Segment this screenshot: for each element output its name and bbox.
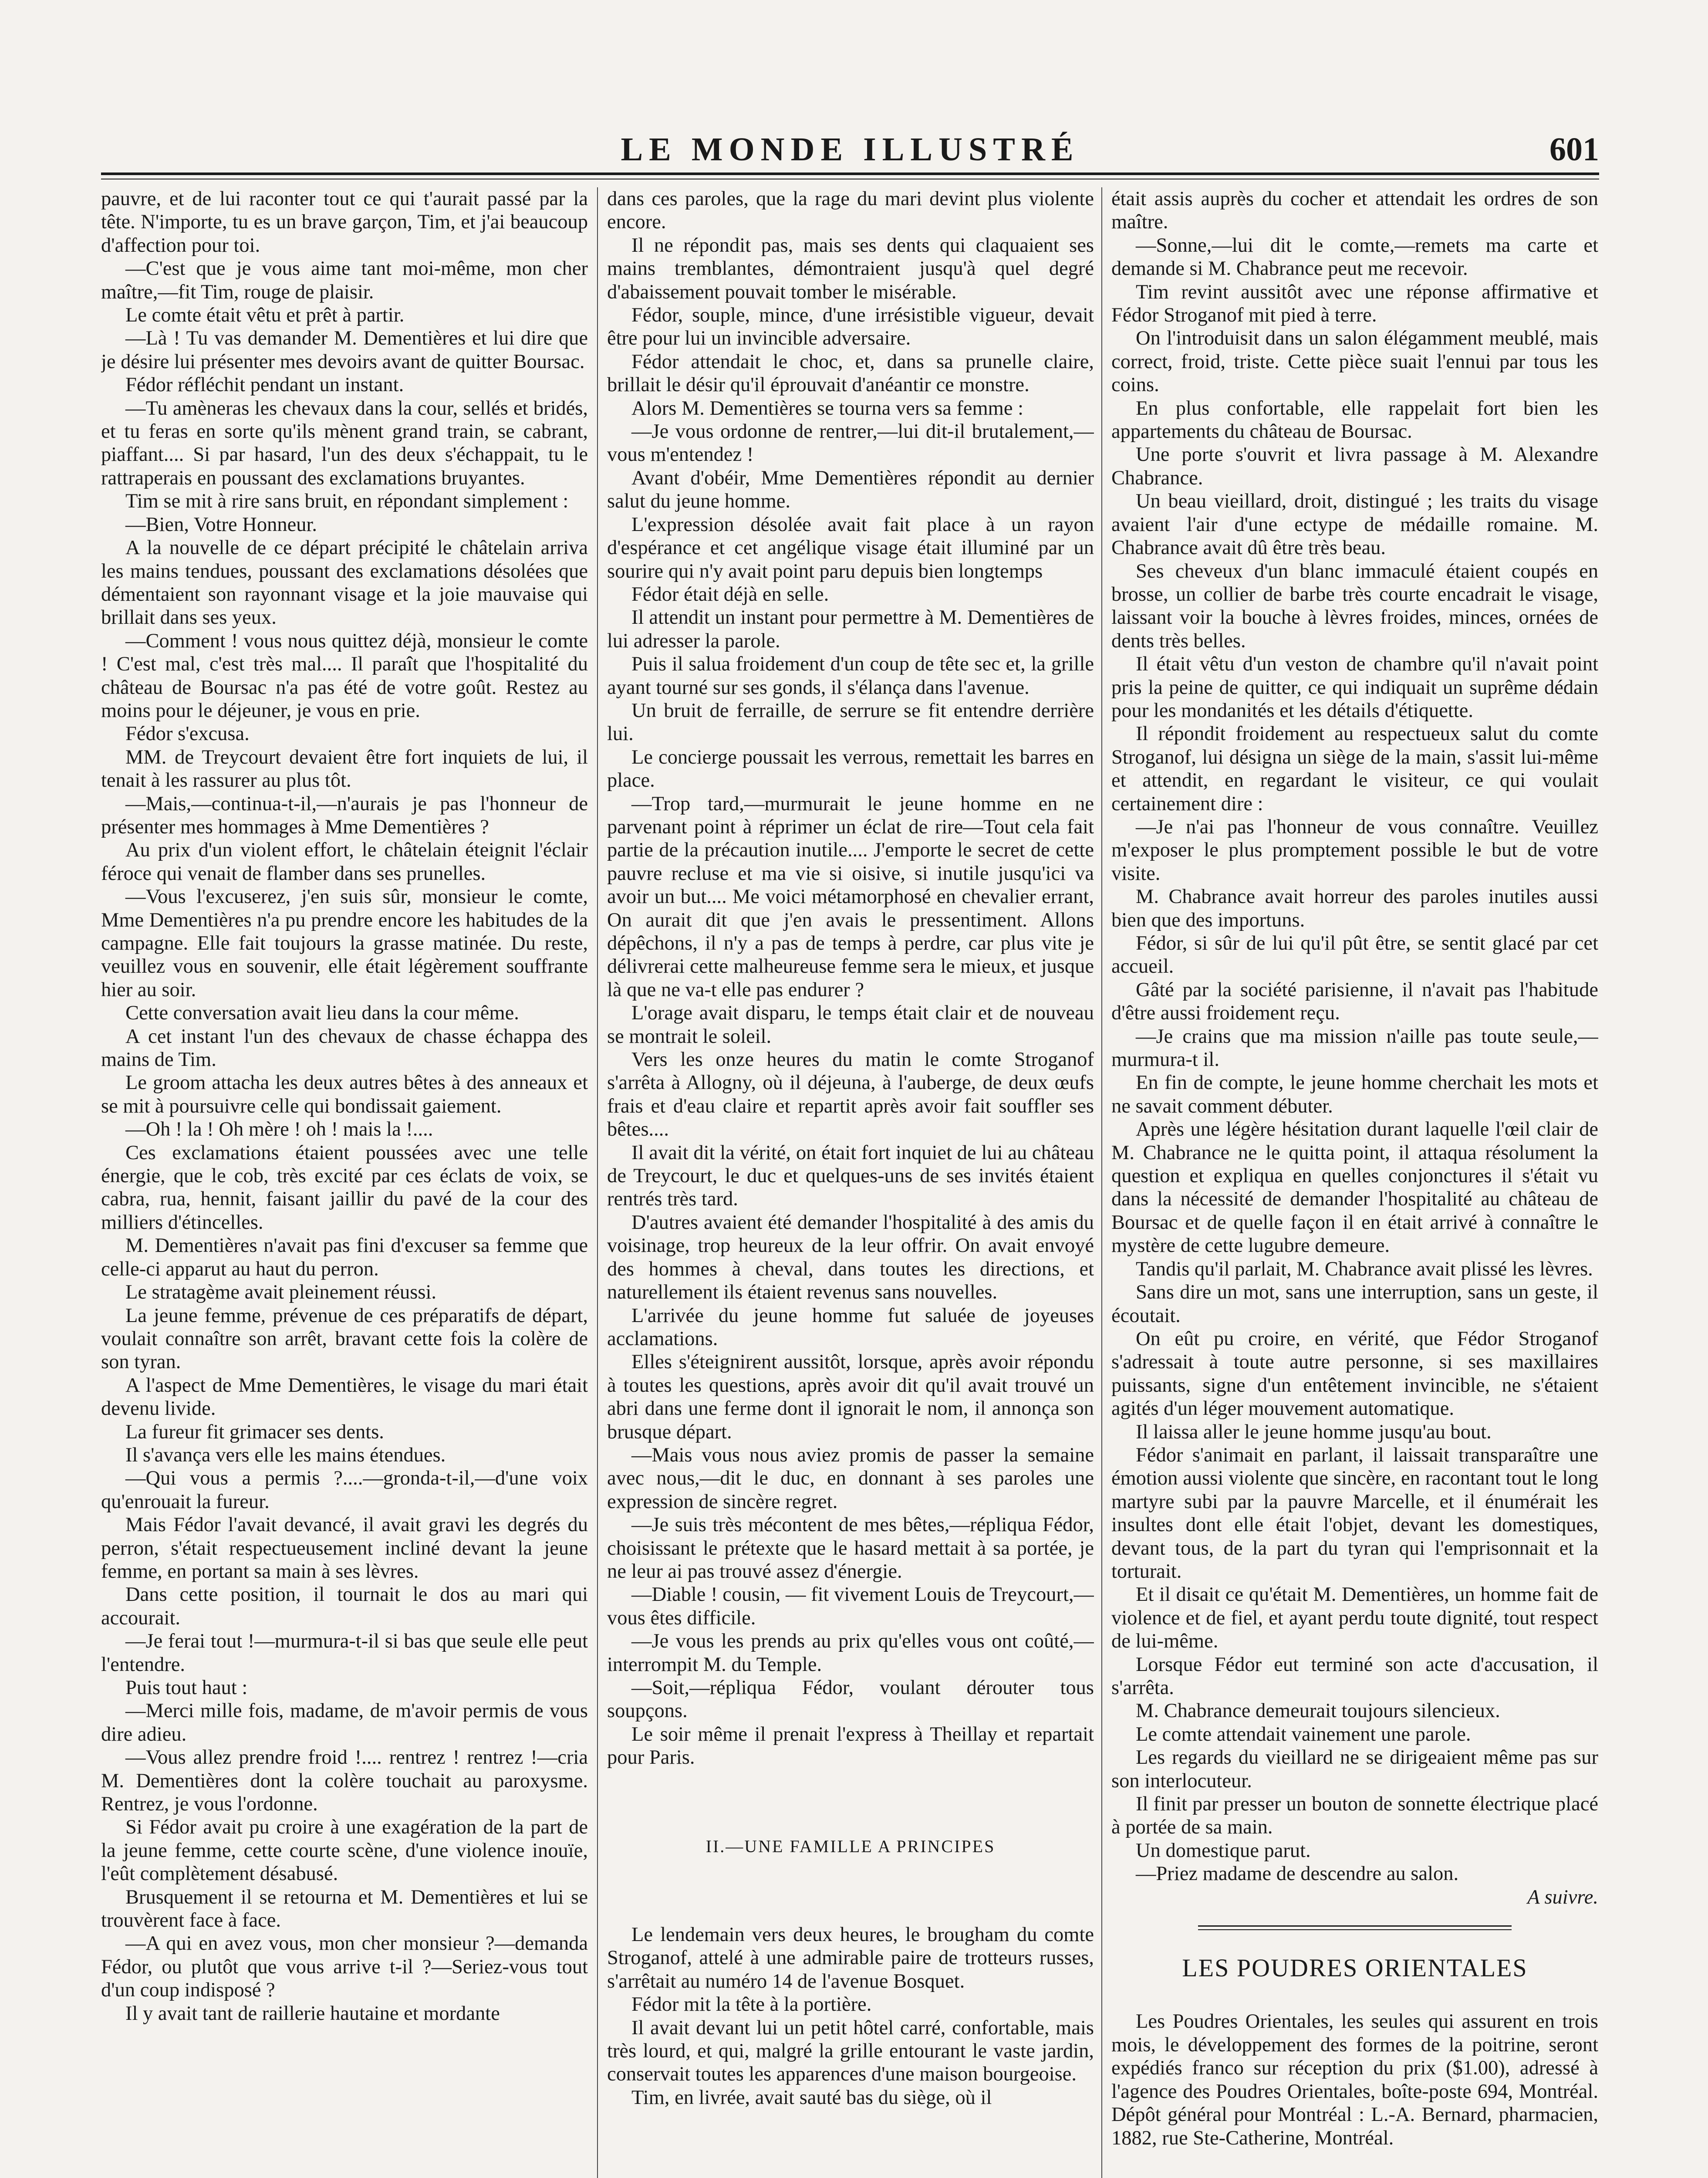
paragraph: Alors M. Dementières se tourna vers sa femme :: [631, 397, 1024, 419]
paragraph: Il finit par presser un bouton de sonnette électrique placé à portée de sa main.: [1111, 1793, 1598, 1839]
paragraph: Il était vêtu d'un veston de chambre qu'il n'avait point pris la peine de quitter, ce qui indiquait un suprême dédain pour les mondanités et les détails d'étiquette.: [1111, 653, 1598, 722]
paragraph: Ces exclamations étaient poussées avec une telle énergie, que le cob, très excité par ces éclats de voix, se cabra, rua, hennit, faisant jaillir du pavé de la cour des milliers d'étincelles.: [101, 1141, 588, 1234]
paragraph: —Je vous les prends au prix qu'elles vous ont coûté,—interrompit M. du Temple.: [607, 1630, 1094, 1676]
paragraph: Il attendit un instant pour permettre à M. Dementières de lui adresser la parole.: [607, 606, 1094, 652]
paragraph: Si Fédor avait pu croire à une exagération de la part de la jeune femme, cette courte scène, d'une violence inouïe, l'eût complètement désabusé.: [101, 1816, 588, 1885]
paragraph: Le concierge poussait les verrous, remettait les barres en place.: [607, 746, 1094, 792]
paragraph: —Soit,—répliqua Fédor, voulant dérouter tous soupçons.: [607, 1677, 1094, 1722]
paragraph: Fédor mit la tête à la portière.: [631, 1993, 872, 2016]
paragraph: Puis il salua froidement d'un coup de tête sec et, la grille ayant tourné sur ses gonds, il s'élança dans l'avenue.: [607, 653, 1094, 699]
paragraph: —Je crains que ma mission n'aille pas toute seule,—murmura-t il.: [1111, 1025, 1598, 1071]
paragraph: Ses cheveux d'un blanc immaculé étaient coupés en brosse, un collier de barbe très courte encadrait le visage, laissant voir la bouche à lèvres froides, minces, ornées de dents très belles.: [1111, 560, 1598, 652]
paragraph: Fédor s'excusa.: [125, 723, 250, 745]
paragraph: —Mais vous nous aviez promis de passer la semaine avec nous,—dit le duc, en donnant à ses paroles une expression de sincère regret.: [607, 1444, 1094, 1513]
paragraph: dans ces paroles, que la rage du mari devint plus violente encore.: [607, 188, 1094, 233]
paragraph: Un beau vieillard, droit, distingué ; les traits du visage avaient l'air d'une ectype de médaille romaine. M. Chabrance avait dû être très beau.: [1111, 490, 1598, 559]
paragraph: Et il disait ce qu'était M. Dementières, un homme fait de violence et de fiel, et ayant perdu toute dignité, tout respect de lui-même.: [1111, 1583, 1598, 1653]
paragraph: Le groom attacha les deux autres bêtes à des anneaux et se mit à poursuivre celle qui bondissait gaiement.: [101, 1072, 588, 1117]
paragraph: Tim se mit à rire sans bruit, en répondant simplement :: [125, 490, 569, 513]
column-3: [1111, 187, 1598, 2178]
paragraph: —Oh ! la ! Oh mère ! oh ! mais la !....: [125, 1118, 433, 1141]
paragraph: Le comte était vêtu et prêt à partir.: [125, 304, 405, 327]
column-1: [101, 187, 588, 2178]
paragraph: Il avait devant lui un petit hôtel carré, confortable, mais très lourd, et qui, malgré la grille entourant le vaste jardin, conservait toutes les apparences d'une maison bourgeoise.: [607, 2016, 1094, 2086]
paragraph: —A qui en avez vous, mon cher monsieur ?—demanda Fédor, ou plutôt que vous arrive t-il ?—Seriez-vous tout d'un coup indisposé ?: [101, 1932, 588, 2002]
section-heading: II.—UNE FAMILLE A PRINCIPES: [705, 1836, 996, 1856]
paragraph: MM. de Treycourt devaient être fort inquiets de lui, il tenait à les rassurer au plus tôt.: [101, 746, 588, 792]
column-2: [607, 187, 1094, 2178]
paragraph: L'expression désolée avait fait place à un rayon d'espérance et cet angélique visage était illuminé par un sourire qui n'y avait point paru depuis bien longtemps: [607, 513, 1094, 582]
paragraph: Gâté par la société parisienne, il n'avait pas l'habitude d'être aussi froidement reçu.: [1111, 978, 1598, 1025]
paragraph: Il s'avança vers elle les mains étendues.: [125, 1444, 446, 1466]
paragraph: —Je n'ai pas l'honneur de vous connaître. Veuillez m'exposer le plus promptement possible le but de votre visite.: [1111, 815, 1598, 885]
paragraph: Il ne répondit pas, mais ses dents qui claquaient ses mains tremblantes, démontraient jusqu'à quel degré d'abaissement pouvait tomber le misérable.: [607, 234, 1094, 303]
paragraph: —Qui vous a permis ?....—gronda-t-il,—d'une voix qu'enrouait la fureur.: [101, 1467, 588, 1513]
paragraph: —Sonne,—lui dit le comte,—remets ma carte et demande si M. Chabrance peut me recevoir.: [1111, 234, 1598, 280]
article-divider: [1198, 1925, 1512, 1927]
paragraph: —Diable ! cousin, — fit vivement Louis de Treycourt,—vous êtes difficile.: [607, 1583, 1094, 1629]
paragraph: Dans cette position, il tournait le dos au mari qui accourait.: [101, 1583, 588, 1629]
paragraph: L'orage avait disparu, le temps était clair et de nouveau se montrait le soleil.: [607, 1002, 1094, 1048]
paragraph: —Merci mille fois, madame, de m'avoir permis de vous dire adieu.: [101, 1700, 588, 1745]
paragraph: Fédor attendait le choc, et, dans sa prunelle claire, brillait le désir qu'il éprouvait d'anéantir ce monstre.: [607, 350, 1094, 396]
paragraph: Un bruit de ferraille, de serrure se fit entendre derrière lui.: [607, 699, 1094, 745]
paragraph: A la nouvelle de ce départ précipité le châtelain arriva les mains tendues, poussant des exclamations désolées que démentaient son rayonnant visage et la joie mauvaise qui brillait dans ses yeux.: [101, 537, 588, 629]
paragraph: Tim revint aussitôt avec une réponse affirmative et Fédor Stroganof mit pied à terre.: [1111, 281, 1598, 327]
paragraph: Mais Fédor l'avait devancé, il avait gravi les degrés du perron, s'était respectueusement incliné devant la jeune femme, en portant sa main à ses lèvres.: [101, 1514, 588, 1583]
paragraph: —Je ferai tout !—murmura-t-il si bas que seule elle peut l'entendre.: [101, 1630, 588, 1676]
page-number: 601: [1549, 131, 1599, 168]
paragraph: —Je suis très mécontent de mes bêtes,—répliqua Fédor, choisissant le prétexte que le hasard mettait à sa portée, je ne leur ai pas trouvé assez d'énergie.: [607, 1514, 1094, 1583]
paragraph: Fédor, si sûr de lui qu'il pût être, se sentit glacé par cet accueil.: [1111, 932, 1598, 978]
paragraph: Avant d'obéir, Mme Dementières répondit au dernier salut du jeune homme.: [607, 467, 1094, 513]
article-divider: [1198, 1929, 1512, 1930]
paragraph: Le lendemain vers deux heures, le brougham du comte Stroganof, attelé à une admirable paire de trotteurs russes, s'arrêtait au numéro 14 de l'avenue Bosquet.: [607, 1924, 1094, 1992]
paragraph: Le comte attendait vainement une parole.: [1136, 1723, 1471, 1745]
paragraph: Fédor, souple, mince, d'une irrésistible vigueur, devait être pour lui un invincible adversaire.: [607, 304, 1094, 350]
paragraph: Fédor s'animait en parlant, il laissait transparaître une émotion aussi violente que sincère, en racontant tout le long martyre subi par la pauvre Marcelle, et il énumérait les insultes dont elle était l'objet, devant les domestiques, devant tous, de la part du tyran qui l'emprisonnait et la torturait.: [1111, 1444, 1598, 1583]
paragraph: Les Poudres Orientales, les seules qui assurent en trois mois, le développement des formes de la poitrine, seront expédiés franco sur réception du prix ($1.00), adressé à l'agence des Poudres Orientales, boîte-poste 694, Montréal. Dépôt général pour Montréal : L.-A. Bernard, pharmacien, 1882, rue Ste-Catherine, Montréal.: [1111, 2010, 1598, 2149]
paragraph: Lorsque Fédor eut terminé son acte d'accusation, il s'arrêta.: [1111, 1653, 1598, 1699]
paragraph: —Bien, Votre Honneur.: [125, 513, 317, 536]
paragraph: —Vous allez prendre froid !.... rentrez ! rentrez !—cria M. Dementières dont la colère touchait au paroxysme. Rentrez, je vous l'ordonne.: [101, 1746, 588, 1816]
paragraph: A cet instant l'un des chevaux de chasse échappa des mains de Tim.: [101, 1025, 588, 1071]
paragraph: Sans dire un mot, sans une interruption, sans un geste, il écoutait.: [1111, 1281, 1598, 1327]
paragraph: pauvre, et de lui raconter tout ce qui t'aurait passé par la tête. N'importe, tu es un brave garçon, Tim, et j'ai beaucoup d'affection pour toi.: [101, 188, 588, 257]
paragraph: Elles s'éteignirent aussitôt, lorsque, après avoir répondu à toutes les questions, après avoir dit qu'il avait trouvé un abri dans une ferme dont il ignorait le nom, il annonça son brusque départ.: [607, 1351, 1094, 1443]
paragraph: —Je vous ordonne de rentrer,—lui dit-il brutalement,—vous m'entendez !: [607, 420, 1094, 466]
paragraph: Il répondit froidement au respectueux salut du comte Stroganof, lui désigna un siège de la main, s'assit lui-même et attendit, en regardant le visiteur, ce qui voulait certainement dire :: [1111, 723, 1598, 815]
paragraph: Il y avait tant de raillerie hautaine et mordante: [125, 2002, 500, 2025]
paragraph: Le soir même il prenait l'express à Theillay et repartait pour Paris.: [607, 1723, 1094, 1769]
paragraph: —Trop tard,—murmurait le jeune homme en ne parvenant point à réprimer un éclat de rire—Tout cela fait partie de la précaution inutile.... J'emporte le secret de cette pauvre recluse et ma vie si oisive, si inutile jusqu'ici va avoir un but.... Me voici métamorphosé en chevalier errant, On aurait dit que j'en avais le pressentiment. Allons dépêchons, il n'y a pas de temps à perdre, car plus vite je délivrerai cette malheureuse femme sera le mieux, et jusque là que ne va-t elle pas endurer ?: [607, 792, 1094, 1001]
paragraph: On eût pu croire, en vérité, que Fédor Stroganof s'adressait à toute autre personne, si ses maxillaires puissants, signe d'un entêtement invincible, ne s'étaient agités d'un léger mouvement automatique.: [1111, 1327, 1598, 1420]
paragraph: Les regards du vieillard ne se dirigeaient même pas sur son interlocuteur.: [1111, 1746, 1598, 1792]
paragraph: D'autres avaient été demander l'hospitalité à des amis du voisinage, trop heureux de la leur offrir. On avait envoyé des hommes à cheval, dans toutes les directions, et naturellement ils étaient revenus sans nouvelles.: [607, 1211, 1094, 1304]
paragraph: —Vous l'excuserez, j'en suis sûr, monsieur le comte, Mme Dementières n'a pu prendre encore les habitudes de la campagne. Elle fait toujours la grasse matinée. Du reste, veuillez vous en souvenir, elle était légèrement souffrante hier au soir.: [101, 886, 588, 1001]
paragraph: —Comment ! vous nous quittez déjà, monsieur le comte ! C'est mal, c'est très mal.... Il paraît que l'hospitalité du château de Boursac n'a pas été de votre goût. Restez au moins pour le déjeuner, je vous en prie.: [101, 629, 588, 722]
paragraph: —C'est que je vous aime tant moi-même, mon cher maître,—fit Tim, rouge de plaisir.: [101, 257, 588, 303]
paragraph: Tandis qu'il parlait, M. Chabrance avait plissé les lèvres.: [1136, 1258, 1593, 1280]
paragraph: Fédor réfléchit pendant un instant.: [125, 374, 404, 396]
paragraph: Vers les onze heures du matin le comte Stroganof s'arrêta à Allogny, où il déjeuna, à l'auberge, de deux œufs frais et d'eau claire et repartit après avoir fait souffler ses bêtes....: [607, 1048, 1094, 1141]
paragraph: Puis tout haut :: [125, 1677, 248, 1699]
paragraph: —Tu amèneras les chevaux dans la cour, sellés et bridés, et tu feras en sorte qu'ils mènent grand train, se cabrant, piaffant.... Si par hasard, l'un des deux s'échappait, tu le rattraperais en poussant des exclamations bruyantes.: [101, 397, 588, 489]
paragraph: —Là ! Tu vas demander M. Dementières et lui dire que je désire lui présenter mes devoirs avant de quitter Boursac.: [101, 327, 588, 373]
paragraph: Au prix d'un violent effort, le châtelain éteignit l'éclair féroce qui venait de flamber dans ses prunelles.: [101, 839, 588, 885]
paragraph: était assis auprès du cocher et attendait les ordres de son maître.: [1111, 188, 1598, 233]
paragraph: La fureur fit grimacer ses dents.: [125, 1420, 384, 1443]
paragraph: On l'introduisit dans un salon élégamment meublé, mais correct, froid, triste. Cette pièce suait l'ennui par tous les coins.: [1111, 327, 1598, 396]
paragraph: A l'aspect de Mme Dementières, le visage du mari était devenu livide.: [101, 1374, 588, 1420]
paragraph: L'arrivée du jeune homme fut saluée de joyeuses acclamations.: [607, 1304, 1094, 1350]
paragraph: M. Chabrance avait horreur des paroles inutiles aussi bien que des importuns.: [1111, 886, 1598, 931]
paragraph: —Mais,—continua-t-il,—n'aurais je pas l'honneur de présenter mes hommages à Mme Dementières ?: [101, 792, 588, 838]
paragraph: Brusquement il se retourna et M. Dementières et lui se trouvèrent face à face.: [101, 1886, 588, 1932]
paragraph: Fédor était déjà en selle.: [631, 583, 829, 605]
paragraph: Cette conversation avait lieu dans la cour même.: [125, 1002, 519, 1025]
paragraph: La jeune femme, prévenue de ces préparatifs de départ, voulait connaître son arrêt, bravant cette fois la colère de son tyran.: [101, 1304, 588, 1373]
paragraph: Après une légère hésitation durant laquelle l'œil clair de M. Chabrance ne le quitta point, il attaqua résolument la question et expliqua en quelles conjonctures il s'était vu dans la nécessité de demander l'hospitalité au château de Boursac et de quelle façon il en était arrivé à connaître le mystère de cette lugubre demeure.: [1111, 1118, 1598, 1257]
paragraph: Une porte s'ouvrit et livra passage à M. Alexandre Chabrance.: [1111, 443, 1598, 489]
paragraph: En fin de compte, le jeune homme cherchait les mots et ne savait comment débuter.: [1111, 1072, 1598, 1117]
paragraph: M. Chabrance demeurait toujours silencieux.: [1136, 1700, 1500, 1722]
paragraph: Le stratagème avait pleinement réussi.: [125, 1281, 437, 1304]
column-separator: [1101, 187, 1102, 2178]
header-rule-thick: [101, 172, 1599, 175]
paragraph: M. Dementières n'avait pas fini d'excuser sa femme que celle-ci apparut au haut du perron.: [101, 1234, 588, 1280]
paragraph: Il laissa aller le jeune homme jusqu'au bout.: [1136, 1420, 1492, 1443]
publication-title: LE MONDE ILLUSTRÉ: [621, 131, 1080, 168]
article-title: LES POUDRES ORIENTALES: [1182, 1954, 1528, 1982]
paragraph: En plus confortable, elle rappelait fort bien les appartements du château de Boursac.: [1111, 397, 1598, 443]
to-be-continued: A suivre.: [1527, 1886, 1598, 1908]
running-head: [101, 131, 1599, 166]
paragraph: —Priez madame de descendre au salon.: [1136, 1863, 1459, 1885]
paragraph: Tim, en livrée, avait sauté bas du siège, où il: [631, 2086, 992, 2109]
column-separator: [597, 187, 598, 2178]
paragraph: Il avait dit la vérité, on était fort inquiet de lui au château de Treycourt, le duc et quelques-uns de ses invités étaient rentrés très tard.: [607, 1141, 1094, 1211]
paragraph: Un domestique parut.: [1136, 1839, 1311, 1862]
